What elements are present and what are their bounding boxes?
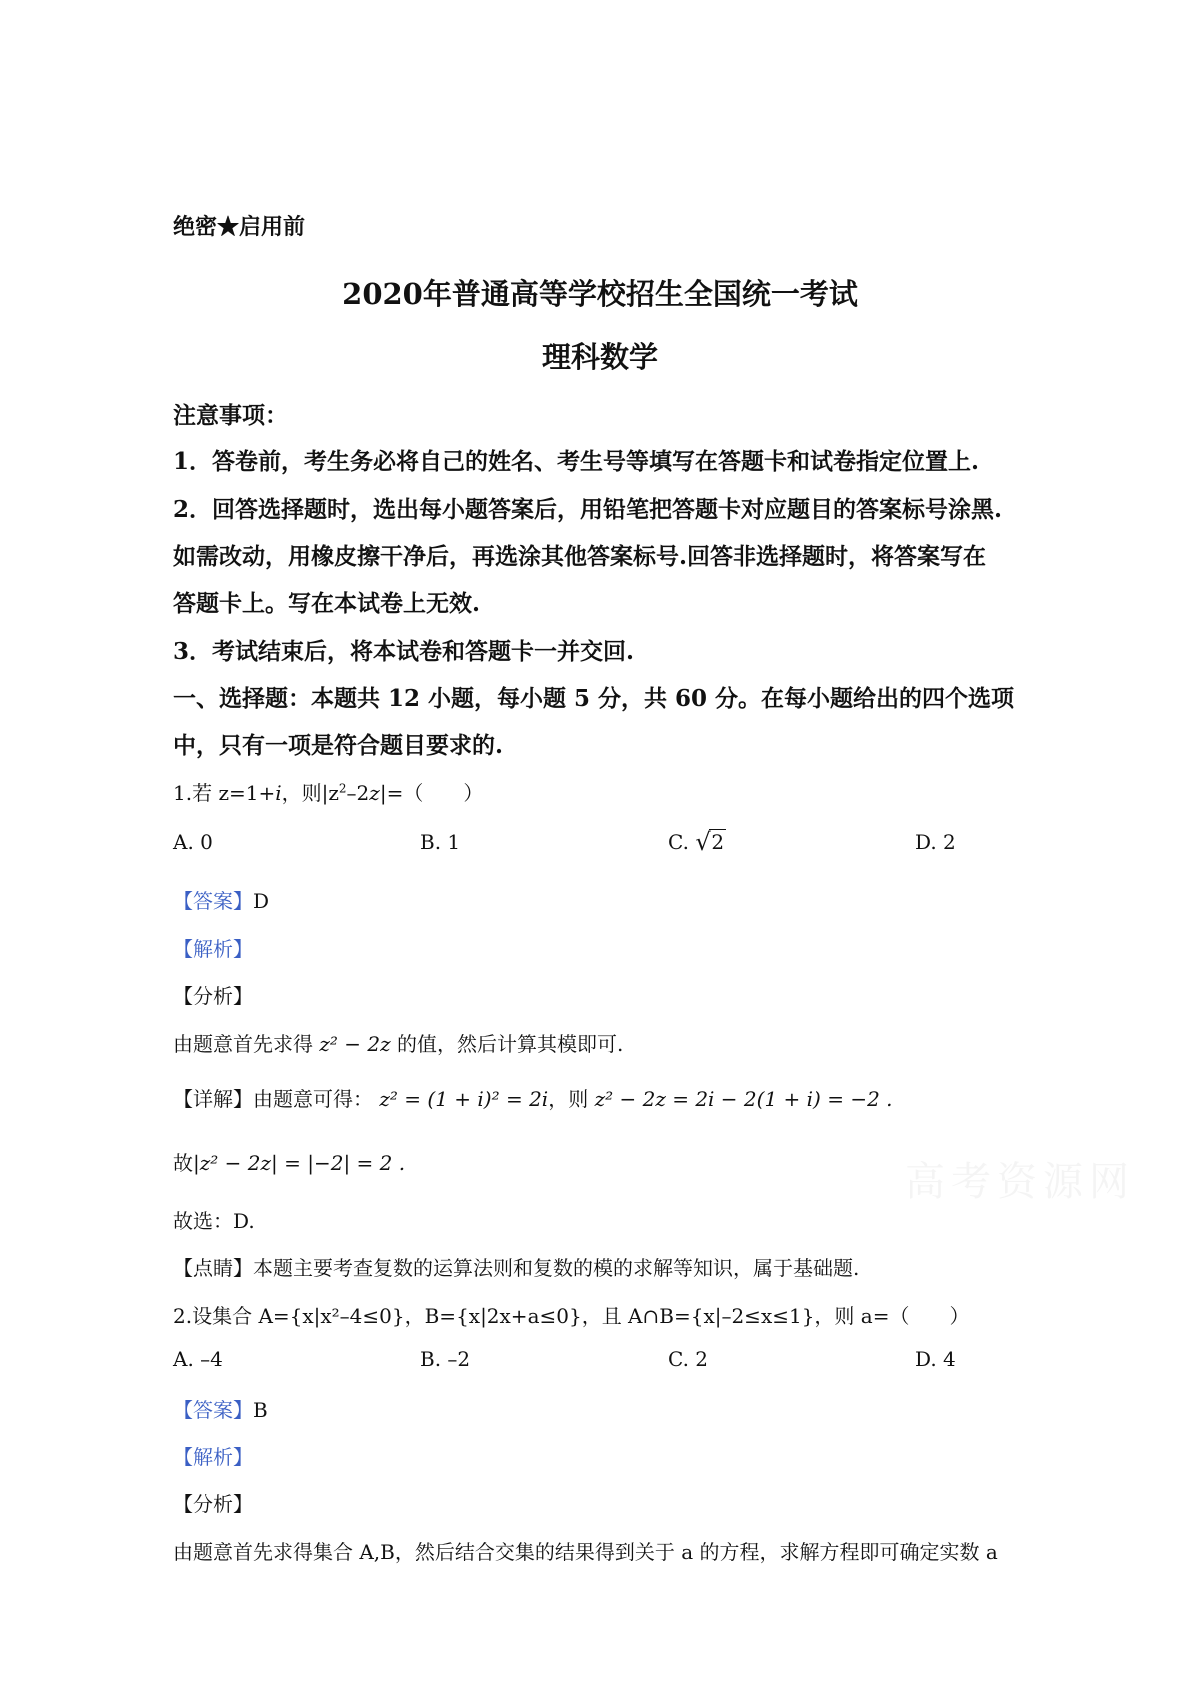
q1-option-d: D. 2 — [915, 830, 956, 854]
notice-item-2: 2．回答选择题时，选出每小题答案后，用铅笔把答题卡对应题目的答案标号涂黑. — [173, 496, 1003, 523]
section-heading-cont: 中，只有一项是符合题目要求的. — [173, 732, 504, 759]
q1-fenxi-label: 【分析】 — [173, 984, 253, 1008]
notice-item-2-end: 答题卡上。写在本试卷上无效. — [173, 590, 481, 617]
q1-answer: 【答案】D — [173, 889, 270, 913]
notice-heading: 注意事项： — [173, 402, 288, 429]
q1-analysis-label: 【解析】 — [173, 937, 253, 961]
q1-option-a: A. 0 — [173, 830, 213, 854]
q2-fenxi-text: 由题意首先求得集合 A,B，然后结合交集的结果得到关于 a 的方程，求解方程即可确定实数 a — [173, 1540, 998, 1564]
q2-option-b: B. –2 — [420, 1347, 471, 1371]
q1-detail: 【详解】由题意可得： z² = (1 + i)² = 2i，则 z² − 2z = 2i − 2(1 + i) = −2 . — [173, 1087, 893, 1111]
sqrt-symbol: √ 2 — [695, 830, 726, 854]
exam-title: 2020年普通高等学校招生全国统一考试 — [342, 277, 858, 311]
q1-fenxi-text: 由题意首先求得 z² − 2z 的值，然后计算其模即可. — [173, 1032, 624, 1056]
notice-item-2-cont: 如需改动，用橡皮擦干净后，再选涂其他答案标号.回答非选择题时，将答案写在 — [173, 543, 987, 570]
q1-option-b: B. 1 — [420, 830, 461, 854]
notice-item-3: 3．考试结束后，将本试卷和答题卡一并交回. — [173, 638, 635, 665]
q1-dianjing: 【点睛】本题主要考查复数的运算法则和复数的模的求解等知识，属于基础题. — [173, 1256, 860, 1280]
q2-fenxi-label: 【分析】 — [173, 1492, 253, 1516]
q1-choose: 故选：D. — [173, 1209, 255, 1233]
exam-subject: 理科数学 — [541, 340, 658, 374]
q2-option-d: D. 4 — [915, 1347, 956, 1371]
q2-analysis-label: 【解析】 — [173, 1445, 253, 1469]
question-2-stem: 2.设集合 A={x|x²–4≤0}，B={x|2x+a≤0}，且 A∩B={x|–2≤x≤1}，则 a=（ ） — [173, 1304, 970, 1328]
question-1-stem: 1.若 z=1+i，则$|z^2-2z|=$（ ） — [173, 781, 484, 805]
watermark: 高考资源网 — [905, 1159, 1135, 1205]
q1-conclusion: 故|z² − 2z| = |−2| = 2 . — [173, 1151, 406, 1175]
q1-option-c: C. √ 2 — [668, 830, 726, 854]
confidential-label: 绝密★启用前 — [173, 214, 306, 240]
q2-option-a: A. –4 — [173, 1347, 223, 1371]
section-heading: 一、选择题：本题共 12 小题，每小题 5 分，共 60 分。在每小题给出的四个选项 — [173, 685, 1015, 712]
q2-answer: 【答案】B — [173, 1398, 268, 1422]
q2-option-c: C. 2 — [668, 1347, 709, 1371]
notice-item-1: 1．答卷前，考生务必将自己的姓名、考生号等填写在答题卡和试卷指定位置上. — [173, 448, 980, 475]
